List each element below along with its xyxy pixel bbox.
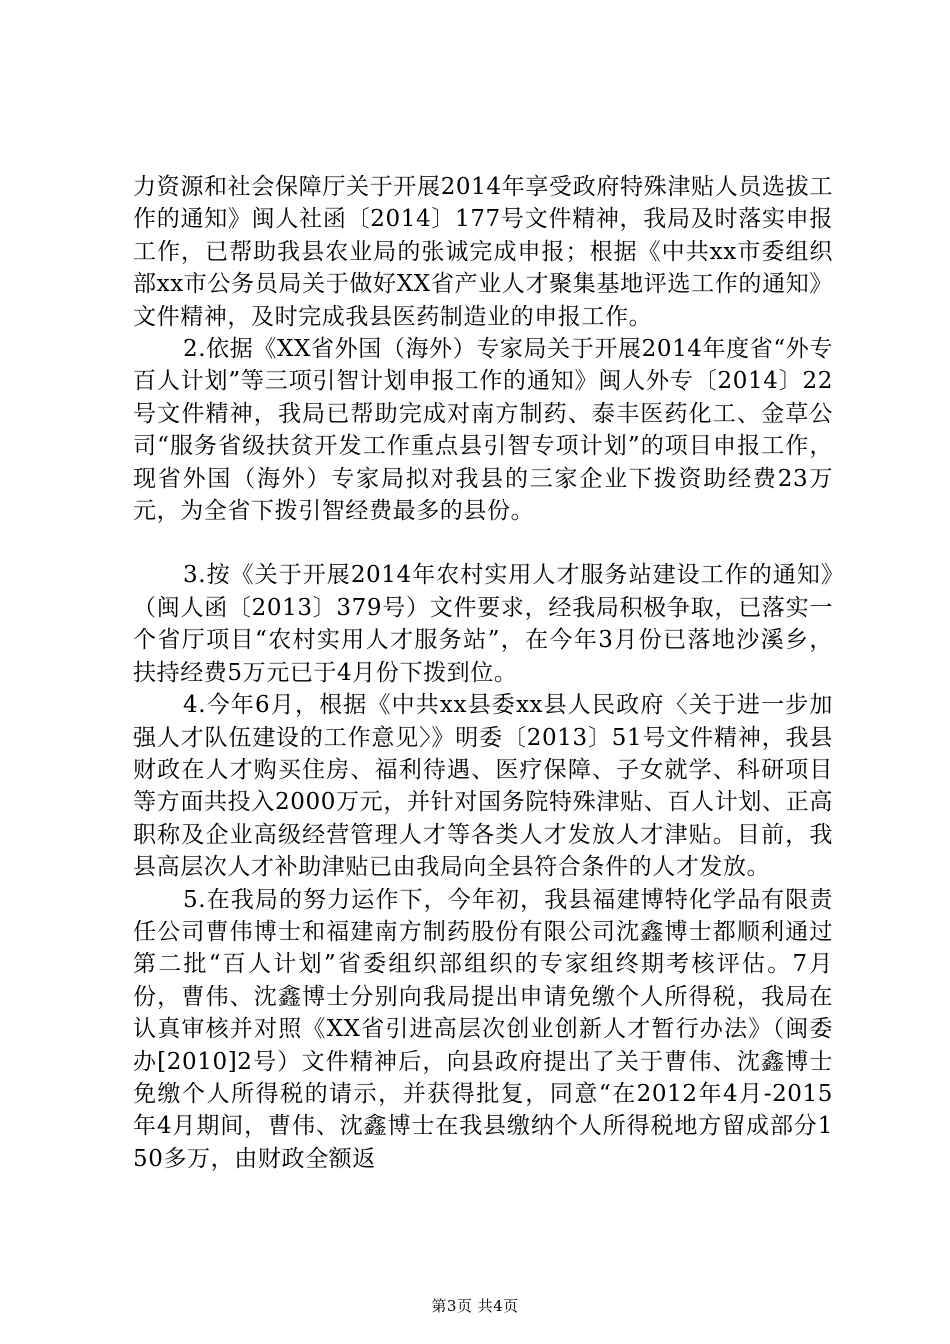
paragraph-item-3: 3.按《关于开展2014年农村实用人才服务站建设工作的通知》（闽人函〔2013〕379号）文件要求，经我局积极争取，已落实一个省厅项目“农村实用人才服务站”，在今年3月份已落地沙溪乡，扶持经费5万元已于4月份下拨到位。 [133, 562, 833, 686]
paragraph-continuation: 力资源和社会保障厅关于开展2014年享受政府特殊津贴人员选拔工作的通知》闽人社函〔2014〕177号文件精神，我局及时落实申报工作，已帮助我县农业局的张诚完成申报；根据《中共xx市委组织部xx市公务员局关于做好XX省产业人才聚集基地评选工作的通知》文件精神，及时完成我县医药制造业的申报工作。 [133, 174, 833, 330]
document-body [133, 171, 833, 1175]
paragraph-item-4: 4.今年6月，根据《中共xx县委xx县人民政府〈关于进一步加强人才队伍建设的工作意见〉》明委〔2013〕51号文件精神，我县财政在人才购买住房、福利待遇、医疗保障、子女就学、科研项目等方面共投入2000万元，并针对国务院特殊津贴、百人计划、正高职称及企业高级经营管理人才等各类人才发放人才津贴。目前，我县高层次人才补助津贴已由我局向全县符合条件的人才发放。 [133, 692, 833, 881]
page-footer: 第3页 共4页 [431, 1297, 519, 1315]
paragraph-item-5: 5.在我局的努力运作下，今年初，我县福建博特化学品有限责任公司曹伟博士和福建南方制药股份有限公司沈鑫博士都顺利通过第二批“百人计划”省委组织部组织的专家组终期考核评估。7月份，曹伟、沈鑫博士分别向我局提出申请免缴个人所得税，我局在认真审核并对照《XX省引进高层次创业创新人才暂行办法》（闽委办[2010]2号）文件精神后，向县政府提出了关于曹伟、沈鑫博士免缴个人所得税的请示，并获得批复，同意“在2012年4月-2015年4月期间，曹伟、沈鑫博士在我县缴纳个人所得税地方留成部分150多万，由财政全额返 [133, 886, 833, 1172]
paragraph-item-2: 2.依据《XX省外国（海外）专家局关于开展2014年度省“外专百人计划”等三项引智计划申报工作的通知》闽人外专〔2014〕22号文件精神，我局已帮助完成对南方制药、泰丰医药化工、金草公司“服务省级扶贫开发工作重点县引智专项计划”的项目申报工作，现省外国（海外）专家局拟对我县的三家企业下拨资助经费23万元，为全省下拨引智经费最多的县份。 [133, 336, 833, 525]
